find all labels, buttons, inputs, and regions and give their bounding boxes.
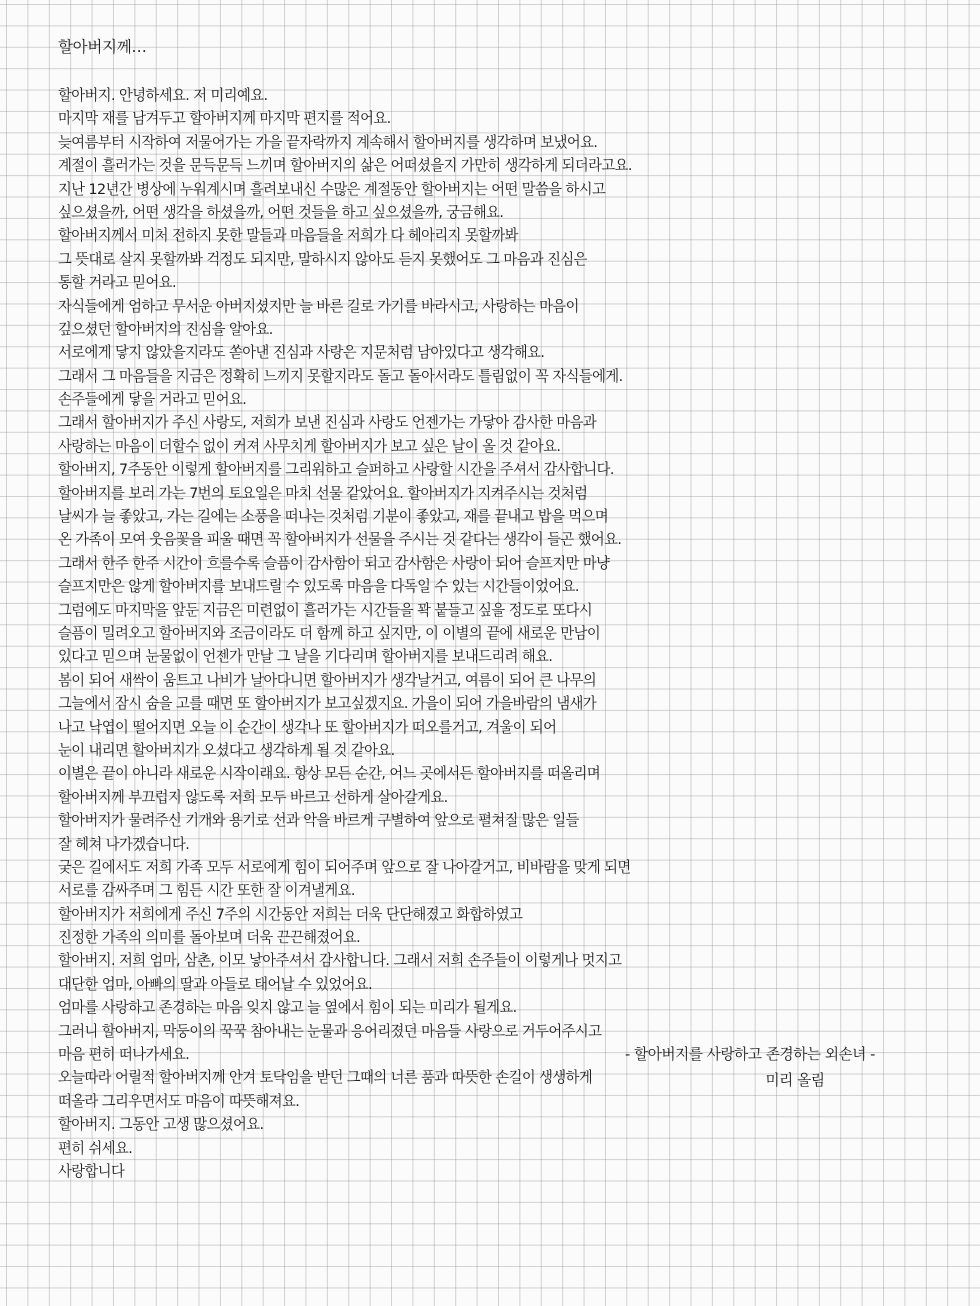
letter-line: 떠올라 그리우면서도 마음이 따뜻해져요. [58,1092,300,1110]
letter-line: 마지막 재를 남겨두고 할아버지께 마지막 편지를 적어요. [58,110,391,128]
letter-line: 그래서 그 마음들을 지금은 정확히 느끼지 못할지라도 돌고 돌아서라도 틀림없이 꼭 자식들에게. [58,367,623,385]
letter-line: 이별은 끝이 아니라 새로운 시작이래요. 항상 모든 순간, 어느 곳에서든 할아버지를 떠올리며 [58,765,601,783]
letter-line: 할아버지가 물려주신 기개와 용기로 선과 악을 바르게 구별하여 앞으로 펼쳐질 많은 일들 [58,812,579,830]
letter-line: 있다고 믿으며 눈물없이 언젠가 만날 그 날을 기다리며 할아버지를 보내드리려 해요. [58,648,553,666]
letter-line: 오늘따라 어릴적 할아버지께 안겨 토닥임을 받던 그때의 너른 품과 따뜻한 손길이 생생하게 [58,1069,593,1087]
letter-line: 지난 12년간 병상에 누워계시며 흘려보내신 수많은 계절동안 할아버지는 어떤 말씀을 하시고 [58,180,606,198]
letter-line: 슬픔이 밀려오고 할아버지와 조금이라도 더 함께 하고 싶지만, 이 이별의 끝에 새로운 만남이 [58,624,601,642]
letter-line: 마음 편히 떠나가세요. [58,1046,190,1064]
letter-line: 손주들에게 닿을 거라고 믿어요. [58,391,247,409]
letter-line: 엄마를 사랑하고 존경하는 마음 잊지 않고 늘 옆에서 힘이 되는 미리가 될게요. [58,999,517,1017]
letter-line: 그러니 할아버지, 막둥이의 꾹꾹 참아내는 눈물과 응어리졌던 마음들 사랑으로 거두어주시고 [58,1022,602,1040]
letter-line: 할아버지께서 미처 전하지 못한 말들과 마음들을 저희가 다 헤아리지 못할까봐 [58,227,518,245]
letter-line: 싶으셨을까, 어떤 생각을 하셨을까, 어떤 것들을 하고 싶으셨을까, 궁금해요. [58,203,504,221]
letter-line: 할아버지를 보러 가는 7번의 토요일은 마치 선물 같았어요. 할아버지가 지켜주시는 것처럼 [58,484,588,502]
letter-line: 잘 헤쳐 나가겠습니다. [58,835,190,853]
letter-line: 편히 쉬세요. [58,1139,133,1157]
letter-line: 그래서 할아버지가 주신 사랑도, 저희가 보낸 진심과 사랑도 언젠가는 가닿아 감사한 마음과 [58,414,597,432]
letter-salutation: 할아버지께… [58,38,147,56]
letter-line: 그래서 한주 한주 시간이 흐를수록 슬픔이 감사함이 되고 감사함은 사랑이 되어 슬프지만 마냥 [58,554,610,572]
letter-line: 깊으셨던 할아버지의 진심을 알아요. [58,320,273,338]
letter-line: 할아버지, 7주동안 이렇게 할아버지를 그리워하고 슬퍼하고 사랑할 시간을 주셔서 감사합니다. [58,461,614,479]
letter-line: 할아버지. 안녕하세요. 저 미리예요. [58,87,268,104]
letter-line: 그늘에서 잠시 숨을 고를 때면 또 할아버지가 보고싶겠지요. 가을이 되어 가을바람의 냄새가 [58,695,597,713]
letter-line: 눈이 내리면 할아버지가 오셨다고 생각하게 될 것 같아요. [58,741,395,759]
letter-line: 온 가족이 모여 웃음꽃을 피울 때면 꼭 할아버지가 선물을 주시는 것 같다는 생각이 들곤 했어요. [58,531,622,549]
letter-line: 그럼에도 마지막을 앞둔 지금은 미련없이 흘러가는 시간들을 꽉 붙들고 싶을 정도로 또다시 [58,601,593,619]
signature-dedication: - 할아버지를 사랑하고 존경하는 외손녀 - [624,1046,876,1063]
letter-line: 나고 낙엽이 떨어지면 오늘 이 순간이 생각나 또 할아버지가 떠오를거고, 겨울이 되어 [58,718,557,736]
letter-line: 그 뜻대로 살지 못할까봐 걱정도 되지만, 말하시지 않아도 듣지 못했어도 그 마음과 진심은 [58,250,587,268]
letter-line: 계절이 흘러가는 것을 문득문득 느끼며 할아버지의 삶은 어떠셨을지 가만히 생각하게 되더라고요. [58,157,632,175]
letter-line: 할아버지가 저희에게 주신 7주의 시간동안 저희는 더욱 단단해졌고 화합하였고 [58,905,523,923]
signature-name: 미리 올림 [765,1072,825,1089]
letter-signature [560,1042,940,1094]
letter-line: 날씨가 늘 좋았고, 가는 길에는 소풍을 떠나는 것처럼 기분이 좋았고, 재를 끝내고 밥을 먹으며 [58,508,609,526]
letter-line: 궂은 길에서도 저희 가족 모두 서로에게 힘이 되어주며 앞으로 잘 나아갈거고, 비바람을 맞게 되면 [58,858,631,876]
letter-line: 자식들에게 엄하고 무서운 아버지셨지만 늘 바른 길로 가기를 바라시고, 사랑하는 마음이 [58,297,579,315]
letter-line: 슬프지만은 않게 할아버지를 보내드릴 수 있도록 마음을 다독일 수 있는 시간들이었어요. [58,578,579,596]
letter-line: 할아버지. 저희 엄마, 삼촌, 이모 낳아주셔서 감사합니다. 그래서 저희 손주들이 이렇게나 멋지고 [58,952,622,970]
letter-line: 진정한 가족의 의미를 돌아보며 더욱 끈끈해졌어요. [58,929,361,947]
letter-line: 대단한 엄마, 아빠의 딸과 아들로 태어날 수 있었어요. [58,975,373,993]
letter-line: 늦여름부터 시작하여 저물어가는 가을 끝자락까지 계속해서 할아버지를 생각하며 보냈어요. [58,133,598,151]
letter-line: 서로를 감싸주며 그 힘든 시간 또한 잘 이겨낼게요. [58,882,355,900]
letter-line: 할아버지. 그동안 고생 많으셨어요. [58,1116,264,1134]
letter-line: 사랑하는 마음이 더할수 없이 커져 사무치게 할아버지가 보고 싶은 날이 올 것 같아요. [58,437,561,455]
letter-line: 봄이 되어 새싹이 움트고 나비가 날아다니면 할아버지가 생각날거고, 여름이 되어 큰 나무의 [58,671,597,689]
letter-body [58,84,958,1183]
letter-line: 사랑합니다 [58,1162,125,1180]
letter-line: 통할 거라고 믿어요. [58,274,176,292]
letter-line: 서로에게 닿지 않았을지라도 쏟아낸 진심과 사랑은 지문처럼 남아있다고 생각해요. [58,344,545,362]
letter-line: 할아버지께 부끄럽지 않도록 저희 모두 바르고 선하게 살아갈게요. [58,788,448,806]
